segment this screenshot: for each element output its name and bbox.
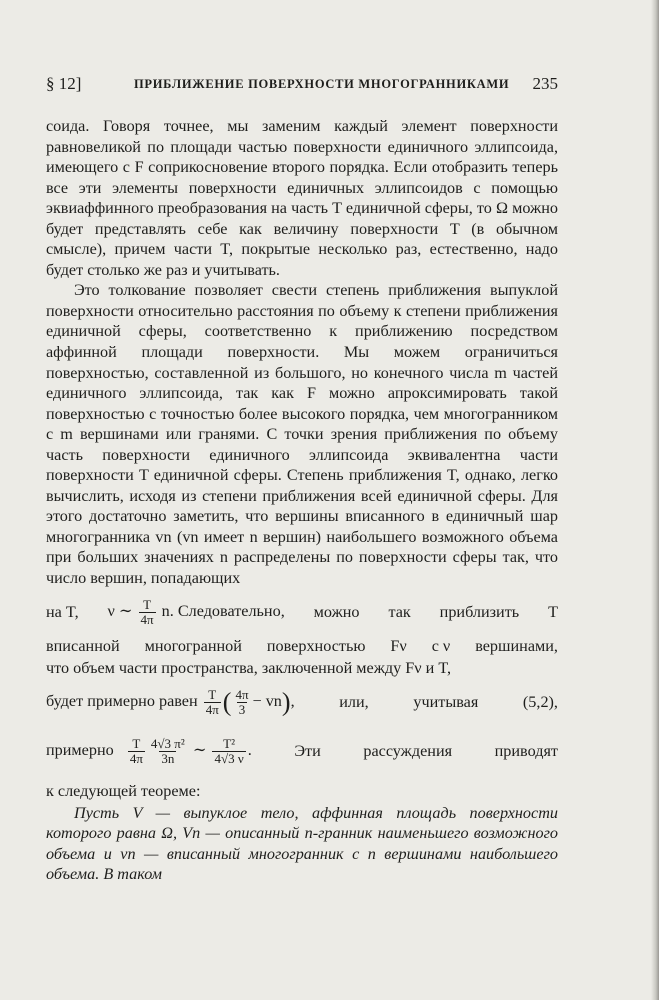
formula2-inner-num: 4π — [235, 687, 249, 703]
formula1-lead: на T, — [46, 603, 79, 622]
formula1-word-4: T — [548, 603, 558, 622]
formula3-fraction-1 — [128, 737, 145, 766]
formula2-close-paren: ) — [281, 687, 291, 717]
formula1-fraction — [139, 598, 156, 627]
section-reference: § 12] — [46, 74, 82, 93]
formula3-f3-num: T² — [223, 736, 235, 752]
running-title: ПРИБЛИЖЕНИЕ ПОВЕРХНОСТИ МНОГОГРАННИКАМИ — [134, 77, 510, 91]
formula-line-1 — [46, 590, 558, 636]
body-text — [46, 116, 558, 885]
formula2-inner-den: 3 — [238, 702, 246, 718]
formula2-word-2: учитывая — [413, 693, 479, 712]
formula3-word-2: рассуждения — [363, 742, 453, 761]
formula3-f1-den: 4π — [129, 751, 143, 767]
theorem-intro-line — [46, 781, 558, 803]
formula2-minus-term: − vn — [252, 692, 282, 711]
formula1-after: n. Следовательно, — [161, 602, 285, 621]
formula2-word-1: или, — [339, 693, 369, 712]
paragraph-2: Это толкование позволяет свести степень приближения выпуклой поверхности относительно расстояния по объему к степени приближения единичной сферы, соответственно к приближению посредством аффинной площади поверхности. Мы можем ограничиться поверхностью, составленной из большого, но конечного числа m частей единичного эллипсоида, так как F можно апроксимировать такой поверхностью с точностью более высокого порядка, чем многогранником с m вершинами или гранями. С точки зрения приближения по объему часть поверхности единичного эллипсоида эквивалентна части поверхности T единичной сферы. Степень приближения T, однако, легко вычислить, исходя из степени приближения всей единичной сферы. Для этого достаточно заметить, что вершины вписанного в единичный шар многогранника vn (vn имеет n вершин) наибольшего возможного объема при больших значениях n распределены по поверхности сферы так, что число вершин, попадающих — [46, 281, 558, 588]
formula3-fraction-2 — [149, 737, 187, 766]
formula1-fraction-num: T — [143, 597, 152, 613]
page-edge-shadow — [651, 0, 659, 1000]
formula2-inner-fraction — [233, 688, 250, 717]
line-after1-e: с ν — [431, 636, 451, 655]
line-after1-f: вершинами, — [475, 636, 558, 655]
formula2-expression: будет примерно равен $\frac{T}{4\pi}$ ( $\frac{4\pi}{3}$ − vn), — [46, 687, 295, 718]
line-after1-b: многогранной — [144, 636, 242, 655]
formula3-f1-num: T — [132, 736, 141, 752]
theorem-statement: Пусть V — выпуклое тело, аффинная площадь поверхности которого равна Ω, Vn — описанный n-гранник наименьшего возможного объема и vn — вписанный многогранник с n вершинами наибольшего объема. В таком — [46, 803, 558, 884]
theorem-intro: к следующей теореме: — [46, 782, 201, 801]
formula3-f2-den: 3n — [161, 751, 175, 767]
formula3-f3-den: 4√3 ν — [214, 751, 244, 767]
formula-line-3 — [46, 727, 558, 777]
formula2-lead: будет примерно равен — [46, 692, 198, 711]
formula1-word-1: можно — [313, 603, 360, 622]
formula1-word-3: приблизить — [439, 603, 520, 622]
running-header — [46, 74, 558, 98]
formula1-approx: ν ∼ — [107, 602, 133, 621]
formula3-word-1: Эти — [294, 742, 321, 761]
formula2-open-paren: ( — [222, 687, 232, 717]
text-line-after-formula-2: что объем части пространства, заключенной между Fν и T, — [46, 659, 452, 678]
formula3-approx: ∼ — [192, 741, 207, 760]
text-line-after-formula-1 — [46, 636, 558, 657]
formula2-fraction-num: T — [208, 687, 217, 703]
line-after1-c: поверхностью — [266, 636, 366, 655]
formula3-fraction-3 — [212, 737, 245, 766]
formula3-word-3: приводят — [494, 742, 558, 761]
formula3-f2-num: 4√3 π² — [150, 736, 185, 752]
formula2-fraction-den: 4π — [205, 702, 219, 718]
formula1-word-2: так — [388, 603, 411, 622]
formula3-lead: примерно — [46, 741, 114, 760]
paragraph-1: соида. Говоря точнее, мы заменим каждый элемент поверхности равновеликой по площади частью поверхности единичного эллипсоида, имеющего с F соприкосновение второго порядка. Если отобразить теперь все эти элементы поверхности единичных эллипсоидов с помощью эквиаффинного преобразования на часть T единичной сферы, то Ω можно будет представлять себе как величину поверхности T (в обычном смысле), причем части T, покрытые несколько раз, естественно, надо будет столько же раз и учитывать. — [46, 117, 558, 279]
formula2-fraction — [204, 688, 221, 717]
line-after1-d: Fν — [390, 636, 407, 655]
formula1-expression — [108, 598, 285, 627]
formula1-fraction-den: 4π — [140, 612, 154, 628]
formula-line-2 — [46, 681, 558, 725]
line-after1-a: вписанной — [46, 636, 120, 655]
formula2-word-3: (5,2), — [522, 693, 558, 712]
page-number: 235 — [532, 74, 558, 93]
formula3-expression: примерно $\frac{T}{4\pi}$ $\frac{\text{4√3 π²}}{3n}$ ∼ $\frac{\text{T²}}{4√3 \nu}$ . — [46, 736, 252, 767]
